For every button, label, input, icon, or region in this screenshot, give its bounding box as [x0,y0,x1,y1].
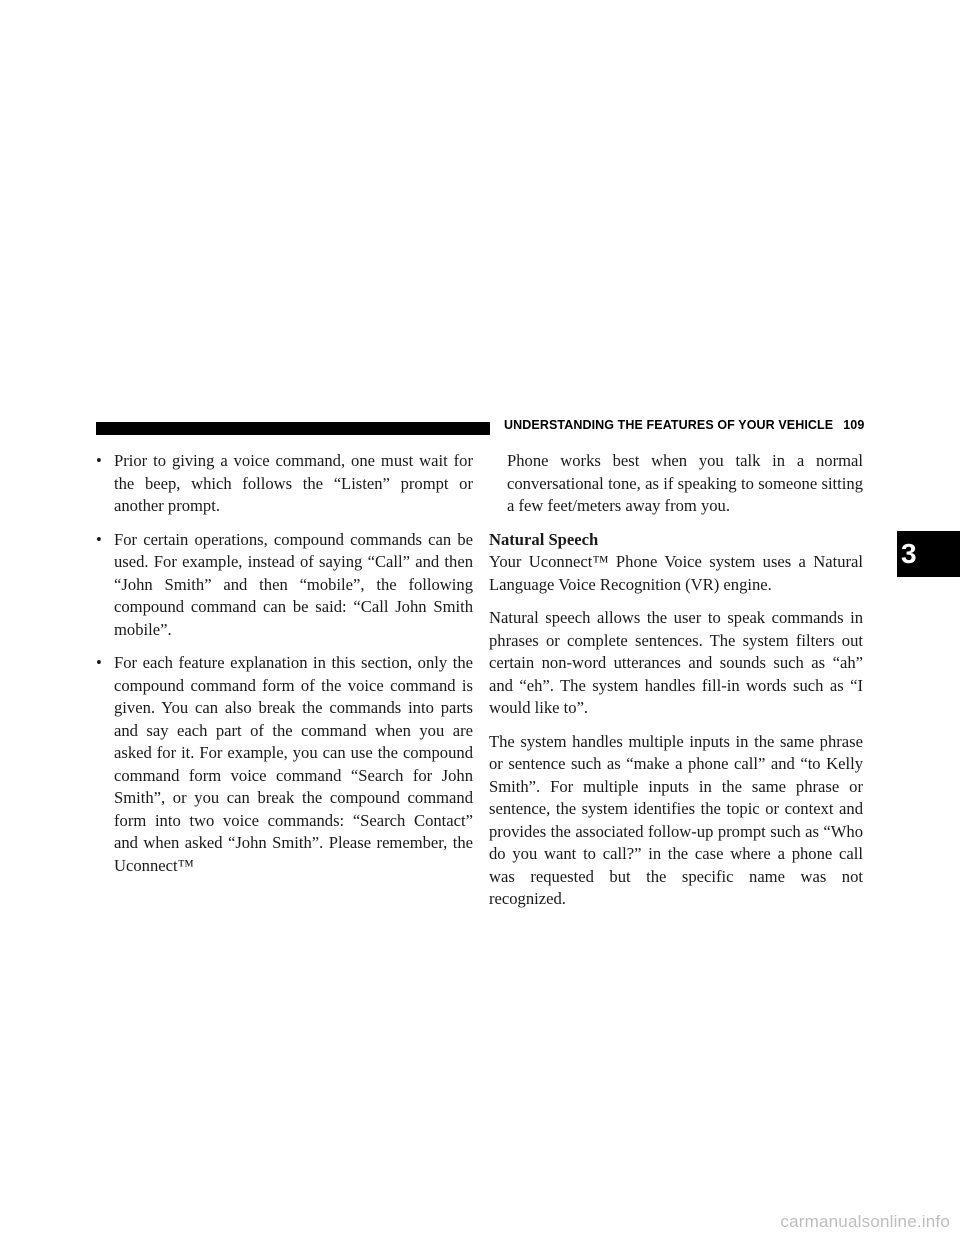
bullet-text: For each feature explanation in this section, only the compound command form of the voice command is given. You can also break the commands into parts and say each part of the command when you are asked for it. For example, you can use the compound command form voice command “Search for John Smith”, or you can break the compound command form into two voice commands: “Search Contact” and when asked “John Smith”. Please remember, the Uconnect™ [114,653,473,875]
bullet-dot: • [96,653,102,672]
section-heading: Natural Speech [489,529,599,549]
watermark: carmanualsonline.info [780,1212,950,1231]
page-number: 109 [843,418,865,432]
header-title: UNDERSTANDING THE FEATURES OF YOUR VEHICLE [504,418,834,432]
left-column [96,450,473,888]
bullet-text: Prior to giving a voice command, one must wait for the beep, which follows the “Listen” prompt or another prompt. [114,451,473,515]
bullet-item [96,529,473,642]
bullet-dot: • [96,451,102,470]
bullet-item [96,652,473,877]
bullet-item [96,450,473,518]
running-header [504,418,864,432]
paragraph: Natural speech allows the user to speak commands in phrases or complete sentences. The system filters out certain non-word utterances and sounds such as “ah” and “eh”. The system handles fill-in words such as “I would like to”. [489,608,863,717]
paragraph: Your Uconnect™ Phone Voice system uses a Natural Language Voice Recognition (VR) engine. [489,552,863,594]
chapter-tab: 3 [897,531,960,577]
header-rule [96,422,490,435]
paragraph: The system handles multiple inputs in the same phrase or sentence such as “make a phone call” and “to Kelly Smith”. For multiple inputs in the same phrase or sentence, the system identifies the topic or context and provides the associated follow-up prompt such as “Who do you want to call?” in the case where a phone call was requested but the specific name was not recognized. [489,731,863,908]
bullet-continuation: Phone works best when you talk in a normal conversational tone, as if speaking to someone sitting a few feet/meters away from you. [507,451,863,515]
bullet-dot: • [96,529,102,549]
bullet-text: For certain operations, compound commands can be used. For example, instead of saying “Call” and then “John Smith” and then “mobile”, the following compound command can be said: “Call John Smith mobile”. [114,529,473,639]
right-column [489,450,863,922]
